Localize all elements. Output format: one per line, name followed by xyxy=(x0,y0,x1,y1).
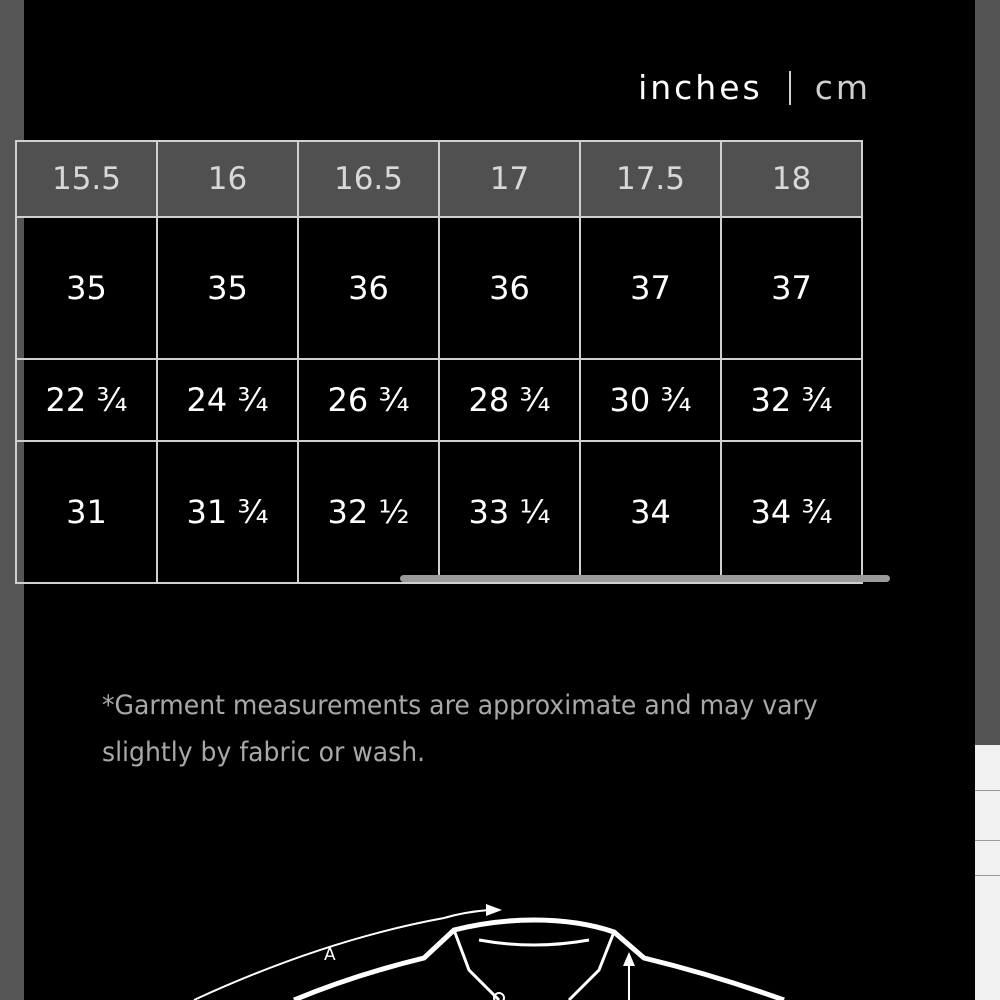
table-cell: 30 ¾ xyxy=(580,359,721,441)
table-cell: 32 ½ xyxy=(298,441,439,583)
table-cell: 26 ¾ xyxy=(298,359,439,441)
table-cell: 37 xyxy=(580,217,721,359)
divider xyxy=(975,790,1000,791)
table-cell: 24 ¾ xyxy=(157,359,298,441)
table-row xyxy=(16,217,862,359)
table-header-row xyxy=(16,141,862,217)
table-row xyxy=(16,441,862,583)
shirt-outline-icon xyxy=(24,880,975,1000)
size-table xyxy=(15,140,863,584)
unit-toggle xyxy=(638,68,871,107)
divider xyxy=(975,875,1000,876)
unit-separator xyxy=(789,71,791,105)
header-cell: 17.5 xyxy=(580,141,721,217)
table-cell: 36 xyxy=(298,217,439,359)
divider xyxy=(975,840,1000,841)
table-cell: 33 ¼ xyxy=(439,441,580,583)
size-chart-panel xyxy=(24,0,975,1000)
size-table-scroller[interactable] xyxy=(45,140,897,590)
measurement-footnote xyxy=(102,682,846,776)
table-cell: 32 ¾ xyxy=(721,359,862,441)
header-cell: 17 xyxy=(439,141,580,217)
measurement-label-a: A xyxy=(324,945,336,965)
cm-toggle[interactable]: cm xyxy=(814,68,871,107)
table-cell: 28 ¾ xyxy=(439,359,580,441)
header-cell: 16 xyxy=(157,141,298,217)
footnote-line: slightly by fabric or wash. xyxy=(102,737,426,768)
table-cell: 34 ¾ xyxy=(721,441,862,583)
table-cell: 36 xyxy=(439,217,580,359)
header-cell: 16.5 xyxy=(298,141,439,217)
table-cell: 37 xyxy=(721,217,862,359)
table-row xyxy=(16,359,862,441)
background-window xyxy=(975,745,1000,1000)
table-cell: 35 xyxy=(157,217,298,359)
table-cell: 31 xyxy=(16,441,157,583)
header-cell: 15.5 xyxy=(16,141,157,217)
header-cell: 18 xyxy=(721,141,862,217)
table-cell: 31 ¾ xyxy=(157,441,298,583)
table-cell: 34 xyxy=(580,441,721,583)
right-edge xyxy=(975,0,1000,1000)
table-cell: 22 ¾ xyxy=(16,359,157,441)
horizontal-scrollbar[interactable] xyxy=(400,575,890,582)
inches-toggle[interactable]: inches xyxy=(638,68,763,107)
table-cell: 35 xyxy=(16,217,157,359)
footnote-line: *Garment measurements are approximate and may vary xyxy=(102,690,818,721)
